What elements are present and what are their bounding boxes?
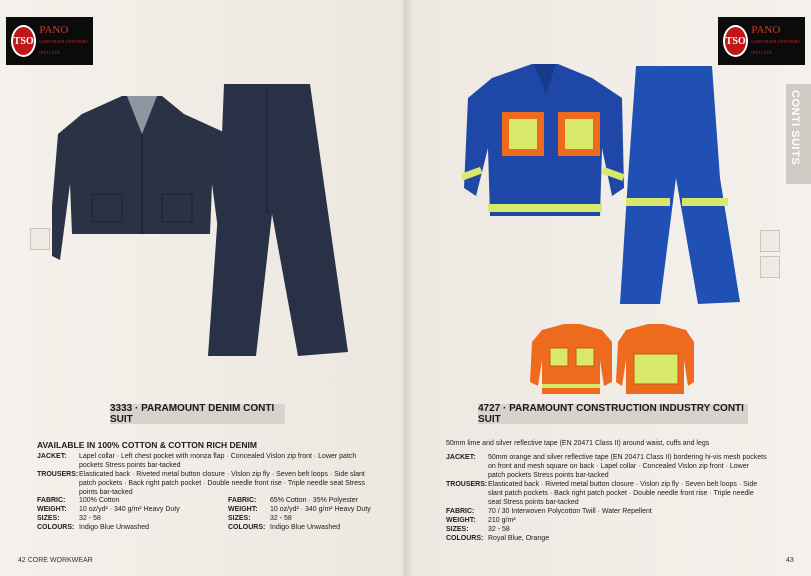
spec-column-cotton: FABRIC: 100% Cotton WEIGHT: 10 oz/yd² · 340 g/m² Heavy Duty SIZES: 32 - 58 COLOURS: Indigo Blue Unwashed [37, 497, 180, 531]
color-swatch [30, 228, 50, 250]
left-page [0, 0, 405, 576]
jacket-trousers-spec-4727: JACKET: 50mm orange and silver reflective tape (EN 20471 Class II) bordering hi-vis mesh pockets on front and mesh square on back · Lapel collar · Concealed Vislon zip front · Lower patch pockets Stress points bar-tacked TROUSERS: Elasticated back · Riveted metal button closure · Vislon zip fly · Seven belt loops · Side slant patch pockets · Back right patch pocket · Double needle front rise · Triple needle seat Stress points bar-tacked FABRIC: 70 / 30 Interwoven Polycotton Twill · Water Repellent WEIGHT: 210 g/m² SIZES: 32 - 58 COLOURS: Royal Blue, Orange [446, 454, 767, 542]
jacket-trousers-spec: JACKET: Lapel collar · Left chest pocket with monza flap · Concealed Vislon zip front · Lower patch pockets Stress points bar-tacked TROUSERS: Elasticated back · Riveted metal button closure · Vislon zip fly · Seven belt loops · Side slant patch pockets · Back right patch pocket · Double needle front rise · Triple needle seat Stress points bar-tacked [37, 452, 367, 497]
brand-logo [6, 17, 93, 65]
brand-seal: TSO [11, 25, 36, 57]
spec-column-polycotton: FABRIC: 65% Cotton · 35% Polyester WEIGHT: 10 oz/yd² · 340 g/m² Heavy Duty SIZES: 32 - 58 COLOURS: Indigo Blue Unwashed [228, 497, 371, 531]
page-number-right: 43 [786, 557, 794, 564]
brand-seal: TSO [723, 25, 748, 57]
page-number-left: 42 CORE WORKWEAR [18, 557, 93, 564]
jacket-description: Lapel collar · Left chest pocket with monza flap · Concealed Vislon zip front · Lower patch pockets Stress points bar-tacked [79, 453, 357, 469]
product-title-4727: 4727 · PARAMOUNT CONSTRUCTION INDUSTRY CONTI SUIT [478, 404, 748, 424]
denim-suit-photo [52, 74, 352, 364]
brand-wordmark: PANO CORPORATE UNIFORMS (PTY) LTD [751, 23, 800, 55]
fabric-heading: AVAILABLE IN 100% COTTON & COTTON RICH DENIM [37, 440, 257, 450]
section-tab: CONTI SUITS [786, 84, 811, 184]
brand-wordmark: PANO CORPORATE UNIFORMS (PTY) LTD [39, 23, 88, 55]
orange-jacket-views [530, 322, 696, 396]
trousers-description: Elasticated back · Riveted metal button closure · Vislon zip fly · Seven belt loops · Side slant patch pockets · Back right patch pocket · Double needle front rise · Triple needle seat Stress points bar-tacked [79, 471, 365, 496]
color-swatch-blue [760, 230, 780, 252]
product-title-3333: 3333 · PARAMOUNT DENIM CONTI SUIT [110, 404, 285, 424]
trousers-description: Elasticated back · Riveted metal button closure · Vislon zip fly · Seven belt loops · Side slant patch pockets · Back right patch pocket · Double needle front rise · Triple needle seat Stress points bar-tacked [488, 481, 758, 506]
construction-suit-photo [462, 58, 752, 308]
reflective-tape-intro: 50mm lime and silver reflective tape (EN 20471 Class II) around waist, cuffs and legs [446, 440, 710, 447]
right-page [406, 0, 811, 576]
jacket-description: 50mm orange and silver reflective tape (EN 20471 Class II) bordering hi-vis mesh pockets on front and mesh square on back · Lapel collar · Concealed Vislon zip front · Lower patch pockets Stress points bar-tacked [488, 454, 767, 479]
color-swatch-orange [760, 256, 780, 278]
